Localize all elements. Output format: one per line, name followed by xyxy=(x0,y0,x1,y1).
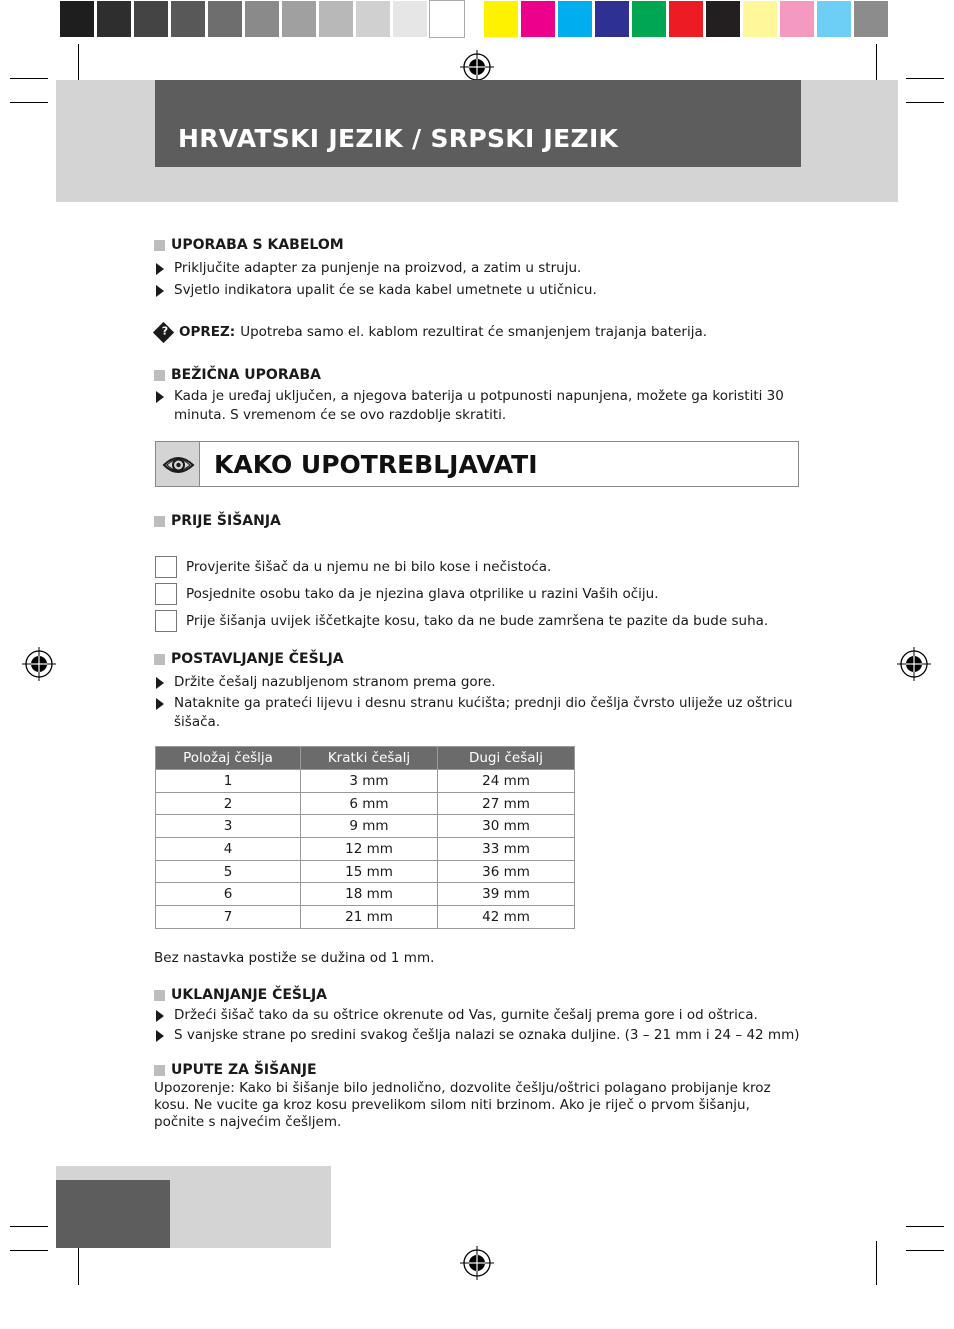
table-cell: 6 mm xyxy=(301,792,438,815)
color-swatch xyxy=(816,0,852,38)
bullet-text-line: minuta. S vremenom će se ovo razdoblje skratiti. xyxy=(174,407,507,423)
crop-mark xyxy=(10,1226,48,1227)
section-heading-label: UPUTE ZA ŠIŠANJE xyxy=(171,1062,317,1078)
checklist-item xyxy=(155,556,551,578)
bullet-item xyxy=(154,1006,758,1025)
gray-swatch xyxy=(281,0,317,38)
bullet-item xyxy=(154,1026,800,1045)
section-heading xyxy=(154,987,327,1003)
gray-swatch xyxy=(96,0,132,38)
gray-swatch xyxy=(170,0,206,38)
gray-swatch xyxy=(429,0,465,38)
gray-swatch xyxy=(392,0,428,38)
gray-swatch xyxy=(59,0,95,38)
gray-swatch xyxy=(318,0,354,38)
bullet-text xyxy=(174,387,784,425)
table-header-cell: Kratki češalj xyxy=(301,747,438,770)
note-text: Bez nastavka postiže se dužina od 1 mm. xyxy=(154,950,435,966)
bullet-item xyxy=(154,387,784,425)
table-cell: 5 xyxy=(156,860,301,883)
table-cell: 39 mm xyxy=(438,883,575,906)
gray-swatch xyxy=(244,0,280,38)
square-bullet-icon xyxy=(154,240,165,251)
table-cell: 6 xyxy=(156,883,301,906)
triangle-bullet-icon xyxy=(156,677,164,689)
table-cell: 12 mm xyxy=(301,838,438,861)
section-heading-label: BEŽIČNA UPORABA xyxy=(171,367,321,383)
paragraph-line: počnite s najvećim češljem. xyxy=(154,1114,342,1130)
square-bullet-icon xyxy=(154,654,165,665)
table-row xyxy=(156,860,575,883)
section-heading-label: PRIJE ŠIŠANJA xyxy=(171,513,281,529)
eye-icon-box xyxy=(155,441,200,487)
square-bullet-icon xyxy=(154,1065,165,1076)
checklist-text: Prije šišanja uvijek iščetkajte kosu, tako da ne bude zamršena te pazite da bude suha. xyxy=(186,613,769,629)
square-bullet-icon xyxy=(154,516,165,527)
section-heading xyxy=(154,237,344,253)
color-swatch xyxy=(631,0,667,38)
caution-text: Upotreba samo el. kablom rezultirat će smanjenjem trajanja baterija. xyxy=(240,324,708,340)
triangle-bullet-icon xyxy=(156,263,164,275)
registration-mark-icon xyxy=(22,647,56,681)
table-row xyxy=(156,838,575,861)
bullet-item xyxy=(154,281,597,300)
color-swatch xyxy=(668,0,704,38)
bullet-text-line: šišača. xyxy=(174,714,221,730)
page-title: HRVATSKI JEZIK / SRPSKI JEZIK xyxy=(178,124,619,153)
table-header-cell: Dugi češalj xyxy=(438,747,575,770)
bullet-text: Svjetlo indikatora upalit će se kada kabel umetnete u utičnicu. xyxy=(174,282,597,298)
color-swatch xyxy=(705,0,741,38)
bullet-text: Držeći šišač tako da su oštrice okrenute od Vas, gurnite češalj prema gore i od oštrica. xyxy=(174,1007,758,1023)
gray-swatch xyxy=(207,0,243,38)
checklist-item xyxy=(155,610,768,632)
table-cell: 36 mm xyxy=(438,860,575,883)
checkbox-square xyxy=(155,583,177,605)
section-heading-label: POSTAVLJANJE ČEŠLJA xyxy=(171,651,344,667)
gray-swatch xyxy=(355,0,391,38)
table-row xyxy=(156,770,575,793)
table-cell: 7 xyxy=(156,906,301,929)
caution-note xyxy=(154,324,707,340)
table-row xyxy=(156,906,575,929)
section-heading xyxy=(154,1062,317,1078)
table-cell: 4 xyxy=(156,838,301,861)
gray-swatch xyxy=(133,0,169,38)
table-cell: 2 xyxy=(156,792,301,815)
color-swatch xyxy=(594,0,630,38)
table-row xyxy=(156,815,575,838)
color-swatch xyxy=(483,0,519,38)
square-bullet-icon xyxy=(154,990,165,1001)
section-title: KAKO UPOTREBLJAVATI xyxy=(214,450,538,479)
bullet-text-line: Kada je uređaj uključen, a njegova baterija u potpunosti napunjena, možete ga koristiti 30 xyxy=(174,388,784,404)
table-cell: 42 mm xyxy=(438,906,575,929)
table-cell: 18 mm xyxy=(301,883,438,906)
crop-mark xyxy=(10,102,48,103)
section-heading xyxy=(154,367,321,383)
table-cell: 15 mm xyxy=(301,860,438,883)
registration-mark-icon xyxy=(460,50,494,84)
square-bullet-icon xyxy=(154,370,165,381)
checklist-text: Provjerite šišač da u njemu ne bi bilo kose i nečistoća. xyxy=(186,559,552,575)
triangle-bullet-icon xyxy=(156,1030,164,1042)
section-heading-label: UKLANJANJE ČEŠLJA xyxy=(171,987,327,1003)
paragraph xyxy=(154,1080,771,1131)
comb-length-table xyxy=(155,746,575,929)
crop-mark xyxy=(876,1241,877,1285)
eye-icon xyxy=(156,442,201,488)
table-cell: 1 xyxy=(156,770,301,793)
paragraph-line: Upozorenje: Kako bi šišanje bilo jednolično, dozvolite češlju/oštrici polagano probijanje kroz xyxy=(154,1080,771,1096)
registration-mark-icon xyxy=(460,1246,494,1280)
crop-mark xyxy=(10,1250,48,1251)
checkbox-square xyxy=(155,556,177,578)
triangle-bullet-icon xyxy=(156,285,164,297)
color-swatch xyxy=(853,0,889,38)
color-swatch xyxy=(557,0,593,38)
table-cell: 30 mm xyxy=(438,815,575,838)
crop-mark xyxy=(906,102,944,103)
bullet-text: Držite češalj nazubljenom stranom prema gore. xyxy=(174,674,496,690)
table-header-row xyxy=(156,747,575,770)
checklist-text: Posjednite osobu tako da je njezina glava otprilike u razini Vaših očiju. xyxy=(186,586,659,602)
table-cell: 21 mm xyxy=(301,906,438,929)
triangle-bullet-icon xyxy=(156,1010,164,1022)
triangle-bullet-icon xyxy=(156,698,164,710)
table-header-cell: Položaj češlja xyxy=(156,747,301,770)
crop-mark xyxy=(10,78,48,79)
bullet-text: S vanjske strane po sredini svakog češlja nalazi se oznaka duljine. (3 – 21 mm i 24 – 42 mm) xyxy=(174,1027,800,1043)
color-swatch xyxy=(742,0,778,38)
section-heading xyxy=(154,513,281,529)
registration-mark-icon xyxy=(897,647,931,681)
caution-diamond-icon: ? xyxy=(153,321,174,342)
table-cell: 3 mm xyxy=(301,770,438,793)
section-heading-label: UPORABA S KABELOM xyxy=(171,237,344,253)
color-swatch xyxy=(779,0,815,38)
table-cell: 9 mm xyxy=(301,815,438,838)
table-cell: 24 mm xyxy=(438,770,575,793)
table-row xyxy=(156,792,575,815)
table-cell: 3 xyxy=(156,815,301,838)
bullet-text xyxy=(174,694,793,732)
page-number-tab xyxy=(56,1180,170,1248)
checklist-item xyxy=(155,583,658,605)
paragraph-line: kosu. Ne vucite ga kroz kosu prevelikom silom niti brzinom. Ako je riječ o prvom šišanju, xyxy=(154,1097,750,1113)
bullet-text: Priključite adapter za punjenje na proizvod, a zatim u struju. xyxy=(174,260,582,276)
triangle-bullet-icon xyxy=(156,391,164,403)
bullet-text-line: Nataknite ga prateći lijevu i desnu stranu kućišta; prednji dio češlja čvrsto uliježe uz oštricu xyxy=(174,695,793,711)
bullet-item xyxy=(154,673,496,692)
checkbox-square xyxy=(155,610,177,632)
table-cell: 33 mm xyxy=(438,838,575,861)
bullet-item xyxy=(154,694,793,732)
crop-mark xyxy=(906,78,944,79)
bullet-item xyxy=(154,259,581,278)
section-heading xyxy=(154,651,344,667)
table-cell: 27 mm xyxy=(438,792,575,815)
table-row xyxy=(156,883,575,906)
caution-label: OPREZ: xyxy=(179,324,236,340)
crop-mark xyxy=(906,1250,944,1251)
crop-mark xyxy=(906,1226,944,1227)
color-swatch xyxy=(520,0,556,38)
